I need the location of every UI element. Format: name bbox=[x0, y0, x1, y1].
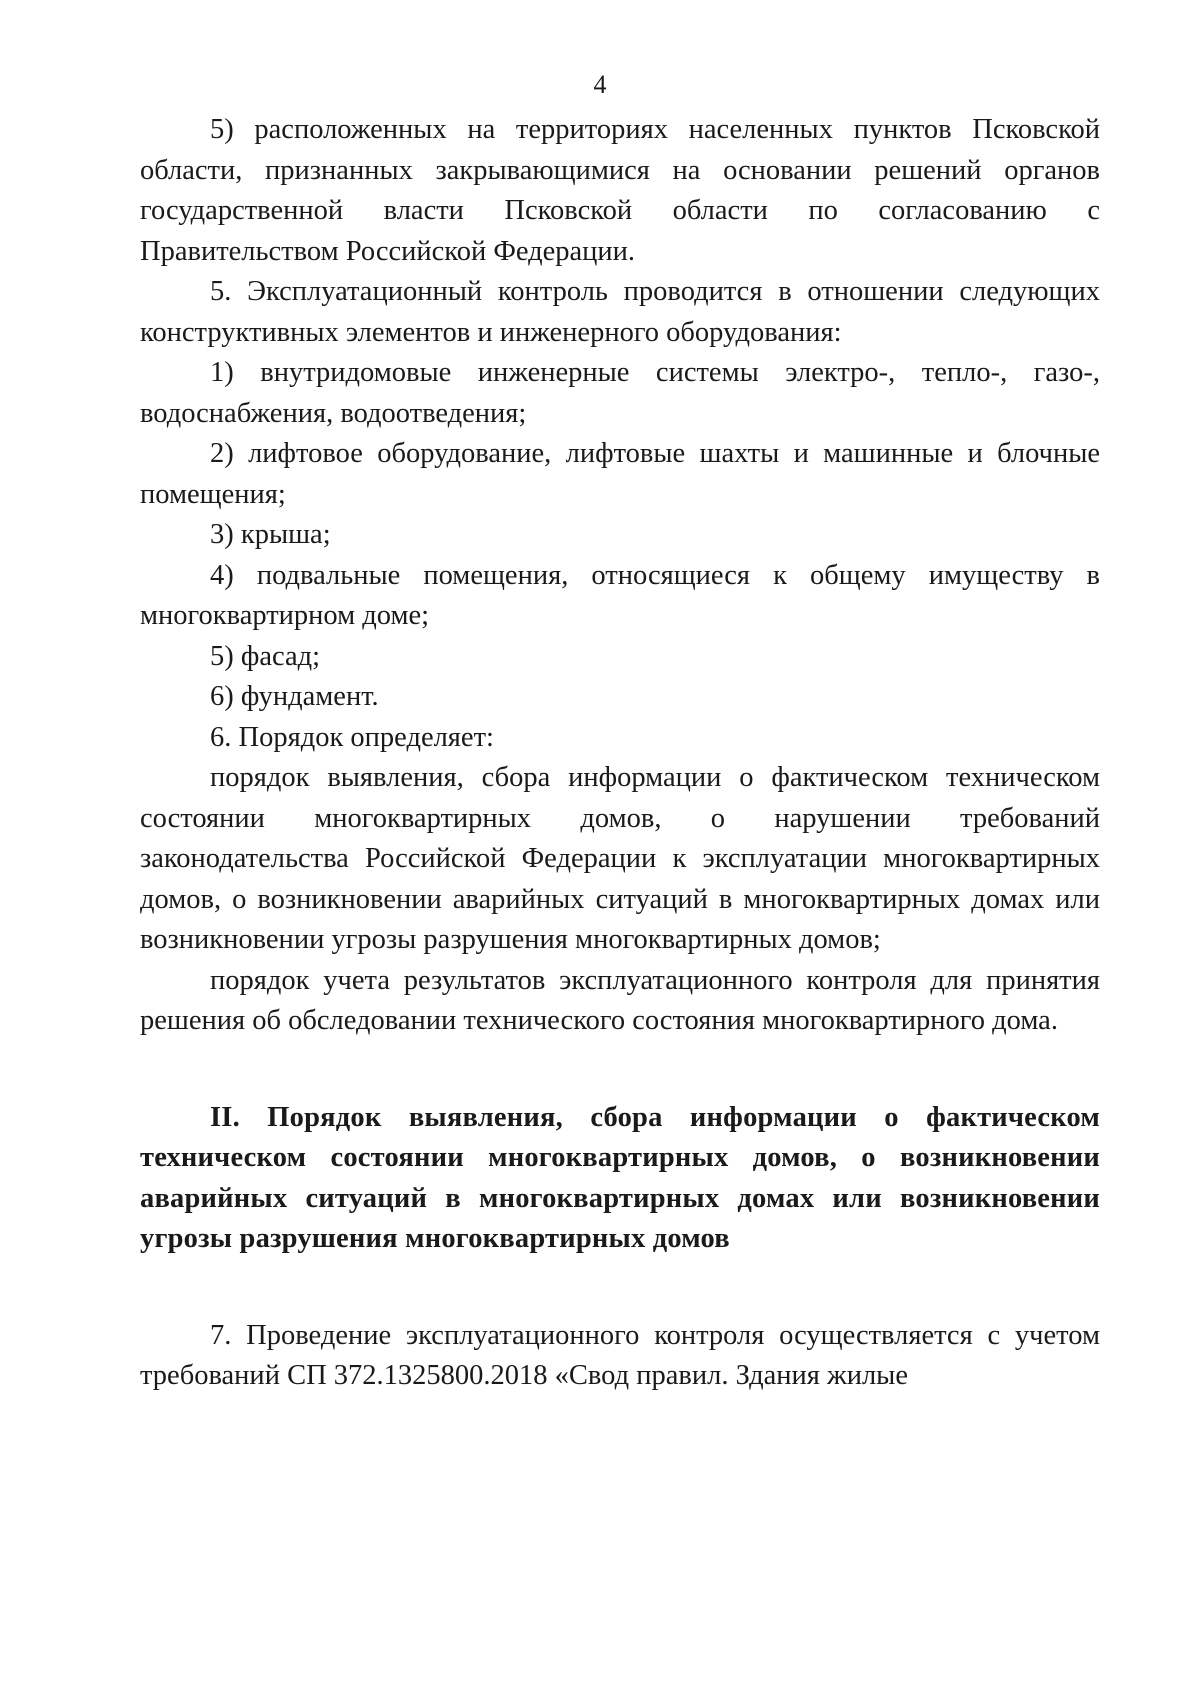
paragraph-procedure-detection: порядок выявления, сбора информации о фактическом техническом состоянии многоквартирных домов, о нарушении требований законодательства Российской Федерации к эксплуатации многоквартирных домов, о возникновении аварийных ситуаций в многоквартирных домах или возникновении угрозы разрушения многоквартирных домов; bbox=[140, 762, 1100, 955]
paragraph-clause-5: 5. Эксплуатационный контроль проводится в отношении следующих конструктивных элементов и инженерного оборудования: bbox=[140, 276, 1100, 348]
paragraph-clause-7: 7. Проведение эксплуатационного контроля осуществляется с учетом требований СП 372.1325800.2018 «Свод правил. Здания жилые bbox=[140, 1319, 1100, 1391]
list-item-elevator-equipment: 2) лифтовое оборудование, лифтовые шахты и машинные и блочные помещения; bbox=[140, 438, 1100, 510]
paragraph-clause-6: 6. Порядок определяет: bbox=[210, 721, 494, 753]
list-item-foundation: 6) фундамент. bbox=[210, 681, 379, 712]
paragraph-item-5-territories: 5) расположенных на территориях населенных пунктов Псковской области, признанных закрывающимися на основании решений органов государственной власти Псковской области по согласованию с Правительством Российской Федерации. bbox=[140, 114, 1100, 267]
document-body bbox=[140, 110, 1100, 1397]
section-heading: II. Порядок выявления, сбора информации о фактическом техническом состоянии многоквартирных домов, о возникновении аварийных ситуаций в многоквартирных домах или возникновении угрозы разрушения многоквартирных домов bbox=[140, 1101, 1100, 1254]
list-item-engineering-systems: 1) внутридомовые инженерные системы электро-, тепло-, газо-, водоснабжения, водоотведения; bbox=[140, 357, 1100, 429]
list-item-facade: 5) фасад; bbox=[210, 640, 321, 672]
list-item-basement: 4) подвальные помещения, относящиеся к общему имуществу в многоквартирном доме; bbox=[140, 559, 1100, 631]
paragraph-procedure-accounting: порядок учета результатов эксплуатационного контроля для принятия решения об обследовании технического состояния многоквартирного дома. bbox=[140, 964, 1100, 1036]
page-number: 4 bbox=[593, 70, 607, 99]
list-item-roof: 3) крыша; bbox=[210, 519, 331, 550]
